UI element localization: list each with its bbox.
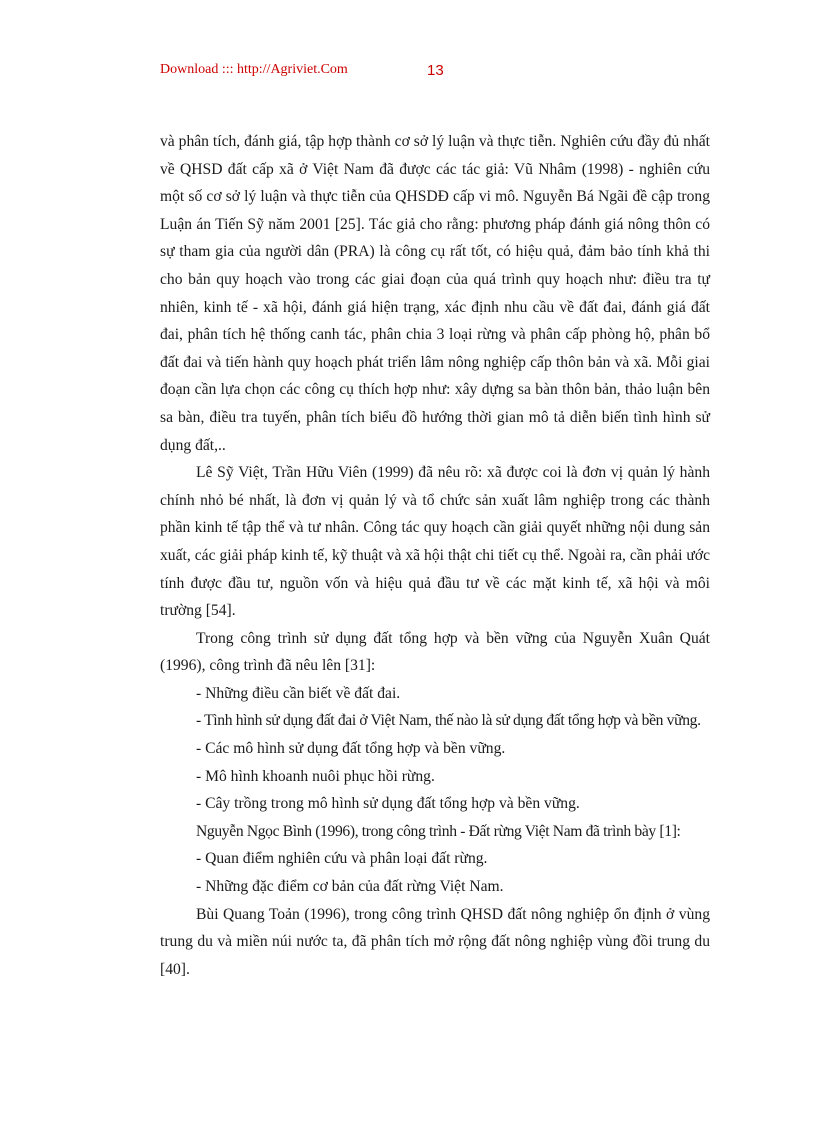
paragraph-4: Nguyễn Ngọc Bình (1996), trong công trình - Đất rừng Việt Nam đã trình bày [1]:: [196, 822, 681, 840]
list-item: - Mô hình khoanh nuôi phục hồi rừng.: [196, 767, 435, 785]
page-number: 13: [427, 62, 444, 79]
list-item: - Quan điểm nghiên cứu và phân loại đất rừng.: [196, 850, 488, 868]
list-item: - Các mô hình sử dụng đất tổng hợp và bền vững.: [196, 740, 506, 758]
list-item: - Tình hình sử dụng đất đai ở Việt Nam, thế nào là sử dụng đất tổng hợp và bền vững.: [196, 712, 701, 730]
page-header: [160, 62, 720, 82]
list-item: - Những đặc điểm cơ bản của đất rừng Việt Nam.: [196, 878, 504, 896]
download-link[interactable]: Download ::: http://Agriviet.Com: [160, 62, 348, 77]
document-body: [160, 128, 710, 983]
paragraph-2: Lê Sỹ Việt, Trần Hữu Viên (1999) đã nêu rõ: xã được coi là đơn vị quản lý hành chính nhỏ bé nhất, là đơn vị quản lý và tổ chức sản xuất lâm nghiệp trong các thành phần kinh tế tập thể và tư nhân. Công tác quy hoạch cần giải quyết những nội dung sản xuất, các giải pháp kinh tế, kỹ thuật và xã hội thật chi tiết cụ thể. Ngoài ra, cần phải ước tính được đầu tư, nguồn vốn và hiệu quả đầu tư về các mặt kinh tế, xã hội và môi trường [54].: [160, 464, 710, 620]
list-item: - Cây trồng trong mô hình sử dụng đất tổng hợp và bền vững.: [196, 795, 580, 813]
list-item: - Những điều cần biết về đất đai.: [196, 684, 401, 702]
paragraph-3: Trong công trình sử dụng đất tổng hợp và bền vững của Nguyễn Xuân Quát (1996), công trình đã nêu lên [31]:: [160, 629, 710, 675]
paragraph-5: Bùi Quang Toản (1996), trong công trình QHSD đất nông nghiệp ổn định ở vùng trung du và miền núi nước ta, đã phân tích mở rộng đất nông nghiệp vùng đồi trung du [40].: [160, 905, 710, 978]
paragraph-1: và phân tích, đánh giá, tập hợp thành cơ sở lý luận và thực tiễn. Nghiên cứu đầy đủ nhất về QHSD đất cấp xã ở Việt Nam đã được các tác giả: Vũ Nhâm (1998) - nghiên cứu một số cơ sở lý luận và thực tiễn của QHSDĐ cấp vi mô. Nguyễn Bá Ngãi đề cập trong Luận án Tiến Sỹ năm 2001 [25]. Tác giả cho rằng: phương pháp đánh giá nông thôn có sự tham gia của người dân (PRA) là công cụ rất tốt, có hiệu quả, đảm bảo tính khả thi cho bản quy hoạch vào trong các giai đoạn của quá trình quy hoạch như: điều tra tự nhiên, kinh tế - xã hội, đánh giá hiện trạng, xác định nhu cầu về đất đai, đánh giá đất đai, phân tích hệ thống canh tác, phân chia 3 loại rừng và phân cấp phòng hộ, phân bổ đất đai và tiến hành quy hoạch phát triển lâm nông nghiệp cấp thôn bản và xã. Mỗi giai đoạn cần lựa chọn các công cụ thích hợp như: xây dựng sa bàn thôn bản, thảo luận bên sa bàn, điều tra tuyến, phân tích biểu đồ hướng thời gian mô tả diễn biến tình hình sử dụng đất,..: [160, 133, 710, 454]
